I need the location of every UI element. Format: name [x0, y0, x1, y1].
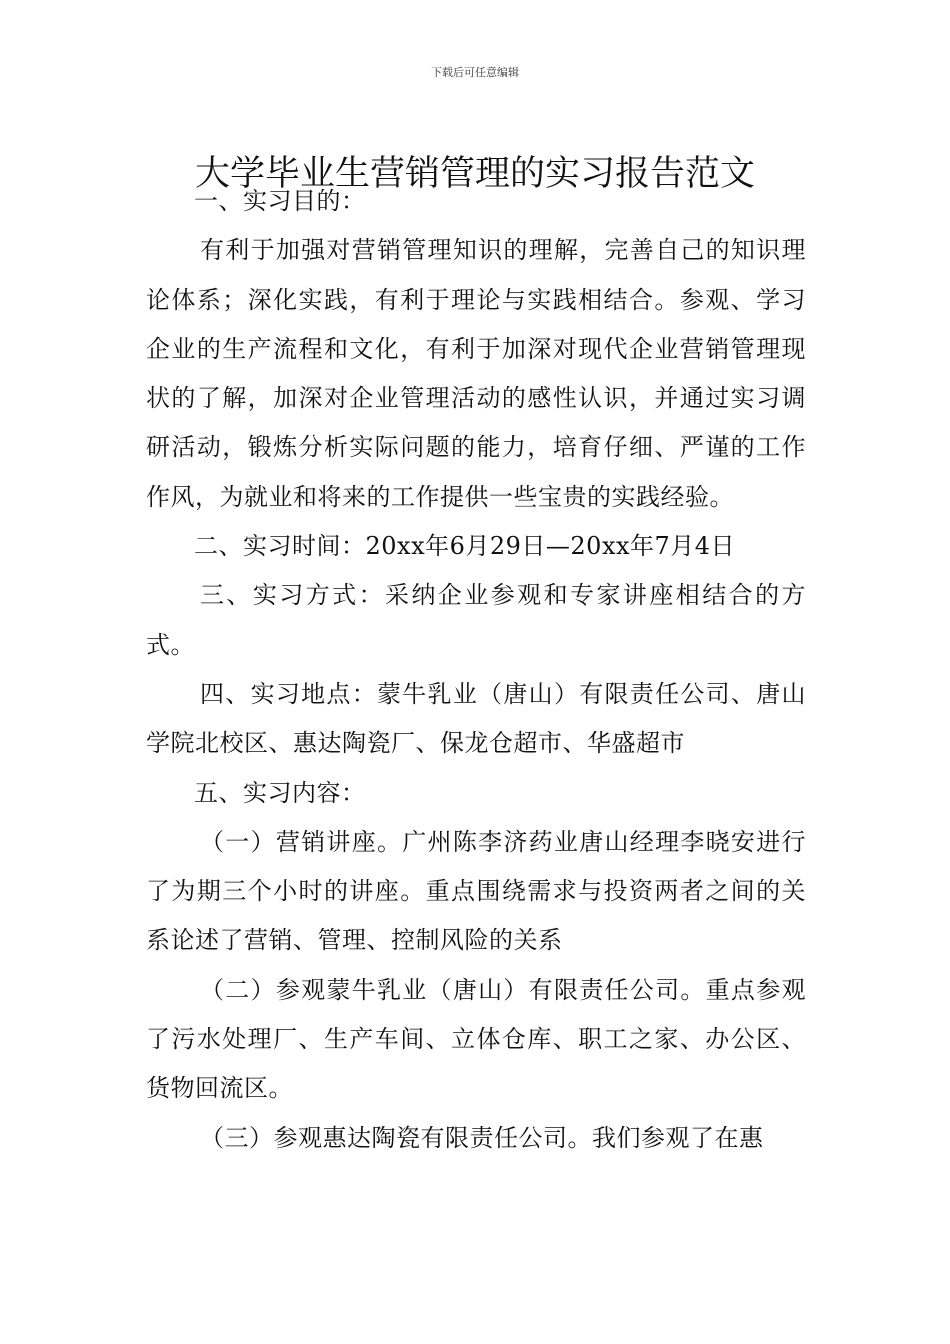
paragraph-section-time: 二、实习时间：20xx年6月29日—20xx年7月4日 — [194, 532, 736, 561]
paragraph-section-method: 三、实习方式：采纳企业参观和专家讲座相结合的方式。 — [146, 581, 806, 659]
document-title: 大学毕业生营销管理的实习报告范文 — [194, 154, 755, 195]
paragraph-section-content-heading: 五、实习内容： — [194, 778, 366, 807]
document-content — [146, 177, 806, 1163]
paragraph-purpose-body: 有利于加强对营销管理知识的理解，完善自己的知识理论体系；深化实践，有利于理论与实践相结合。参观、学习企业的生产流程和文化，有利于加深对现代企业营销管理现状的了解，加深对企业管理活动的感性认识，并通过实习调研活动，锻炼分析实际问题的能力，培育仔细、严谨的工作作风，为就业和将来的工作提供一些宝贵的实践经验。 — [146, 236, 806, 511]
paragraph-section-location: 四、实习地点：蒙牛乳业（唐山）有限责任公司、唐山学院北校区、惠达陶瓷厂、保龙仓超市、华盛超市 — [146, 679, 806, 758]
paragraph-content-item-1: （一）营销讲座。广州陈李济药业唐山经理李晓安进行了为期三个小时的讲座。重点围绕需求与投资两者之间的关系论述了营销、管理、控制风险的关系 — [146, 827, 806, 955]
paragraph-content-item-2: （二）参观蒙牛乳业（唐山）有限责任公司。重点参观了污水处理厂、生产车间、立体仓库、职工之家、办公区、货物回流区。 — [146, 975, 806, 1103]
header-note: 下载后可任意编辑 — [431, 66, 519, 79]
paragraph-section-purpose-heading: 一、实习目的： — [194, 187, 366, 215]
paragraph-content-item-3: （三）参观惠达陶瓷有限责任公司。我们参观了在惠 — [200, 1123, 764, 1152]
